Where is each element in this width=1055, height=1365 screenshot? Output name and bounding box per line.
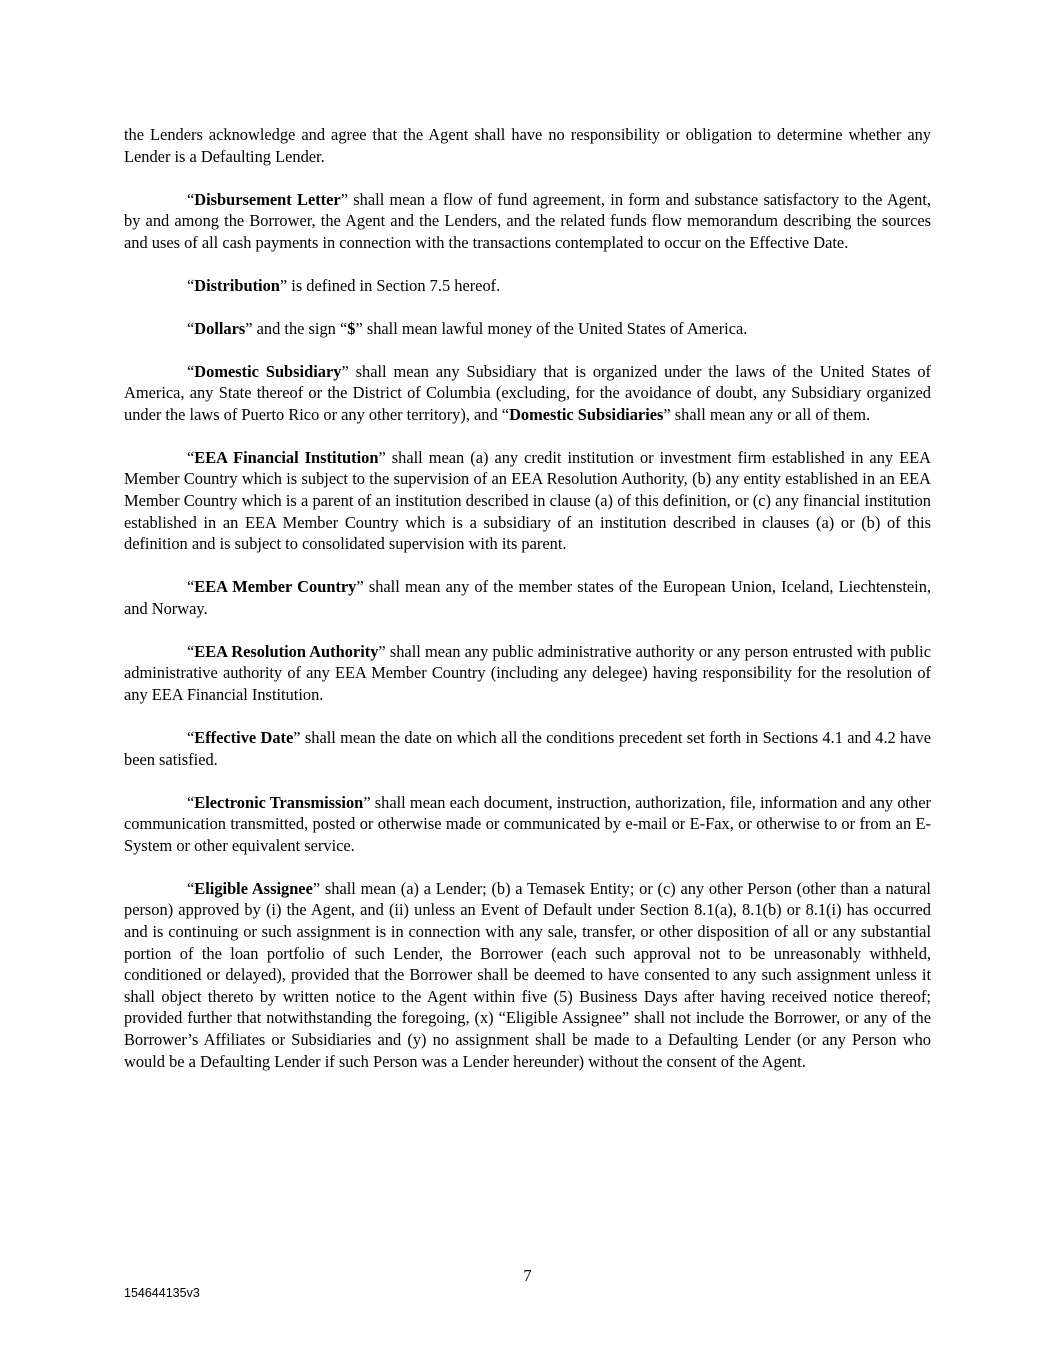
open-quote: “ <box>187 318 195 338</box>
page-number: 7 <box>523 1266 532 1285</box>
paragraph-continuation <box>124 124 931 167</box>
defined-term-secondary: Domestic Subsidiaries <box>509 404 664 424</box>
definition-text-part: ” and the sign “ <box>245 318 348 338</box>
defined-term: Disbursement Letter <box>194 189 341 209</box>
definition-text: ” shall mean any public administrative authority or any person entrusted with public administrative authority of any EEA Member Country (including any delegee) having responsibility for the resolution of any EEA Financial Institution. <box>124 641 931 705</box>
definition-dollars <box>124 318 931 340</box>
defined-term: Dollars <box>194 318 246 338</box>
defined-term: Domestic Subsidiary <box>194 361 342 381</box>
definition-text: ” shall mean (a) a Lender; (b) a Temasek Entity; or (c) any other Person (other than a natural person) approved by (i) the Agent, and (ii) unless an Event of Default under Section 8.1(a), 8.1(b) or 8.1(i) has occurred and is continuing or such assignment is in connection with any sale, transfer, or other disposition of all or any substantial portion of the loan portfolio of such Lender, the Borrower (each such approval not to be unreasonably withheld, conditioned or delayed), provided that the Borrower shall be deemed to have consented to any such assignment unless it shall object thereto by written notice to the Agent within five (5) Business Days after having received notice thereof; provided further that notwithstanding the foregoing, (x) “Eligible Assignee” shall not include the Borrower, or any of the Borrower’s Affiliates or Subsidiaries and (y) no assignment shall be made to a Defaulting Lender (or any Person who would be a Defaulting Lender if such Person was a Lender hereunder) without the consent of the Agent. <box>124 878 931 1071</box>
definition-text: ” shall mean any of the member states of the European Union, Iceland, Liechtenstein, and Norway. <box>124 577 931 618</box>
definition-text: ” shall mean lawful money of the United States of America. <box>355 318 748 338</box>
defined-term: Electronic Transmission <box>194 792 364 812</box>
definition-eea-resolution-authority <box>124 641 931 706</box>
defined-term: EEA Financial Institution <box>194 447 379 467</box>
document-id: 154644135v3 <box>124 1286 200 1300</box>
definition-text: ” is defined in Section 7.5 hereof. <box>279 275 501 295</box>
definition-eligible-assignee <box>124 878 931 1072</box>
defined-term: Effective Date <box>194 728 294 747</box>
open-quote: “ <box>187 878 195 898</box>
defined-term: Eligible Assignee <box>194 878 313 898</box>
definition-effective-date <box>124 727 931 770</box>
open-quote: “ <box>187 275 195 295</box>
defined-term: EEA Resolution Authority <box>194 641 379 661</box>
defined-term: Distribution <box>194 275 280 295</box>
definition-electronic-transmission <box>124 792 931 857</box>
paragraph-text: the Lenders acknowledge and agree that the Agent shall have no responsibility or obligation to determine whether any Lender is a Defaulting Lender. <box>124 125 931 166</box>
definition-text: ” shall mean each document, instruction, authorization, file, information and any other communication transmitted, posted or otherwise made or communicated by e-mail or E-Fax, or otherwise to or from an E-System or other equivalent service. <box>124 792 931 855</box>
open-quote: “ <box>187 792 195 812</box>
definition-text: ” shall mean a flow of fund agreement, in form and substance satisfactory to the Agent, by and among the Borrower, the Agent and the Lenders, and the related funds flow memorandum describing the sources and uses of all cash payments in connection with the transactions contemplated to occur on the Effective Date. <box>124 189 931 252</box>
definition-text-end: ” shall mean any or all of them. <box>663 404 871 424</box>
definition-text: ” shall mean any Subsidiary that is organized under the laws of the United States of America, any State thereof or the District of Columbia (excluding, for the avoidance of doubt, any Subsidiary organized under the laws of Puerto Rico or any other territory), and “ <box>124 361 931 424</box>
defined-term: EEA Member Country <box>194 577 357 597</box>
definition-domestic-subsidiary <box>124 361 931 426</box>
definition-disbursement-letter <box>124 189 931 254</box>
open-quote: “ <box>187 361 195 381</box>
dollar-sign-term: $ <box>347 318 356 338</box>
definition-eea-member-country <box>124 576 931 619</box>
definition-distribution <box>124 275 931 297</box>
open-quote: “ <box>187 189 195 209</box>
definition-text: ” shall mean the date on which all the conditions precedent set forth in Sections 4.1 and 4.2 have been satisfied. <box>124 728 932 769</box>
document-body <box>124 124 931 1093</box>
open-quote: “ <box>187 577 195 597</box>
open-quote: “ <box>187 728 195 747</box>
definition-text: ” shall mean (a) any credit institution or investment firm established in any EEA Member Country which is subject to the supervision of an EEA Resolution Authority, (b) any entity established in an EEA Member Country which is a parent of an institution described in clause (a) of this definition, or (c) any financial institution established in an EEA Member Country which is a subsidiary of an institution described in clauses (a) or (b) of this definition and is subject to consolidated supervision with its parent. <box>124 447 931 554</box>
open-quote: “ <box>187 641 195 661</box>
open-quote: “ <box>187 447 195 467</box>
definition-eea-financial-institution <box>124 447 931 555</box>
